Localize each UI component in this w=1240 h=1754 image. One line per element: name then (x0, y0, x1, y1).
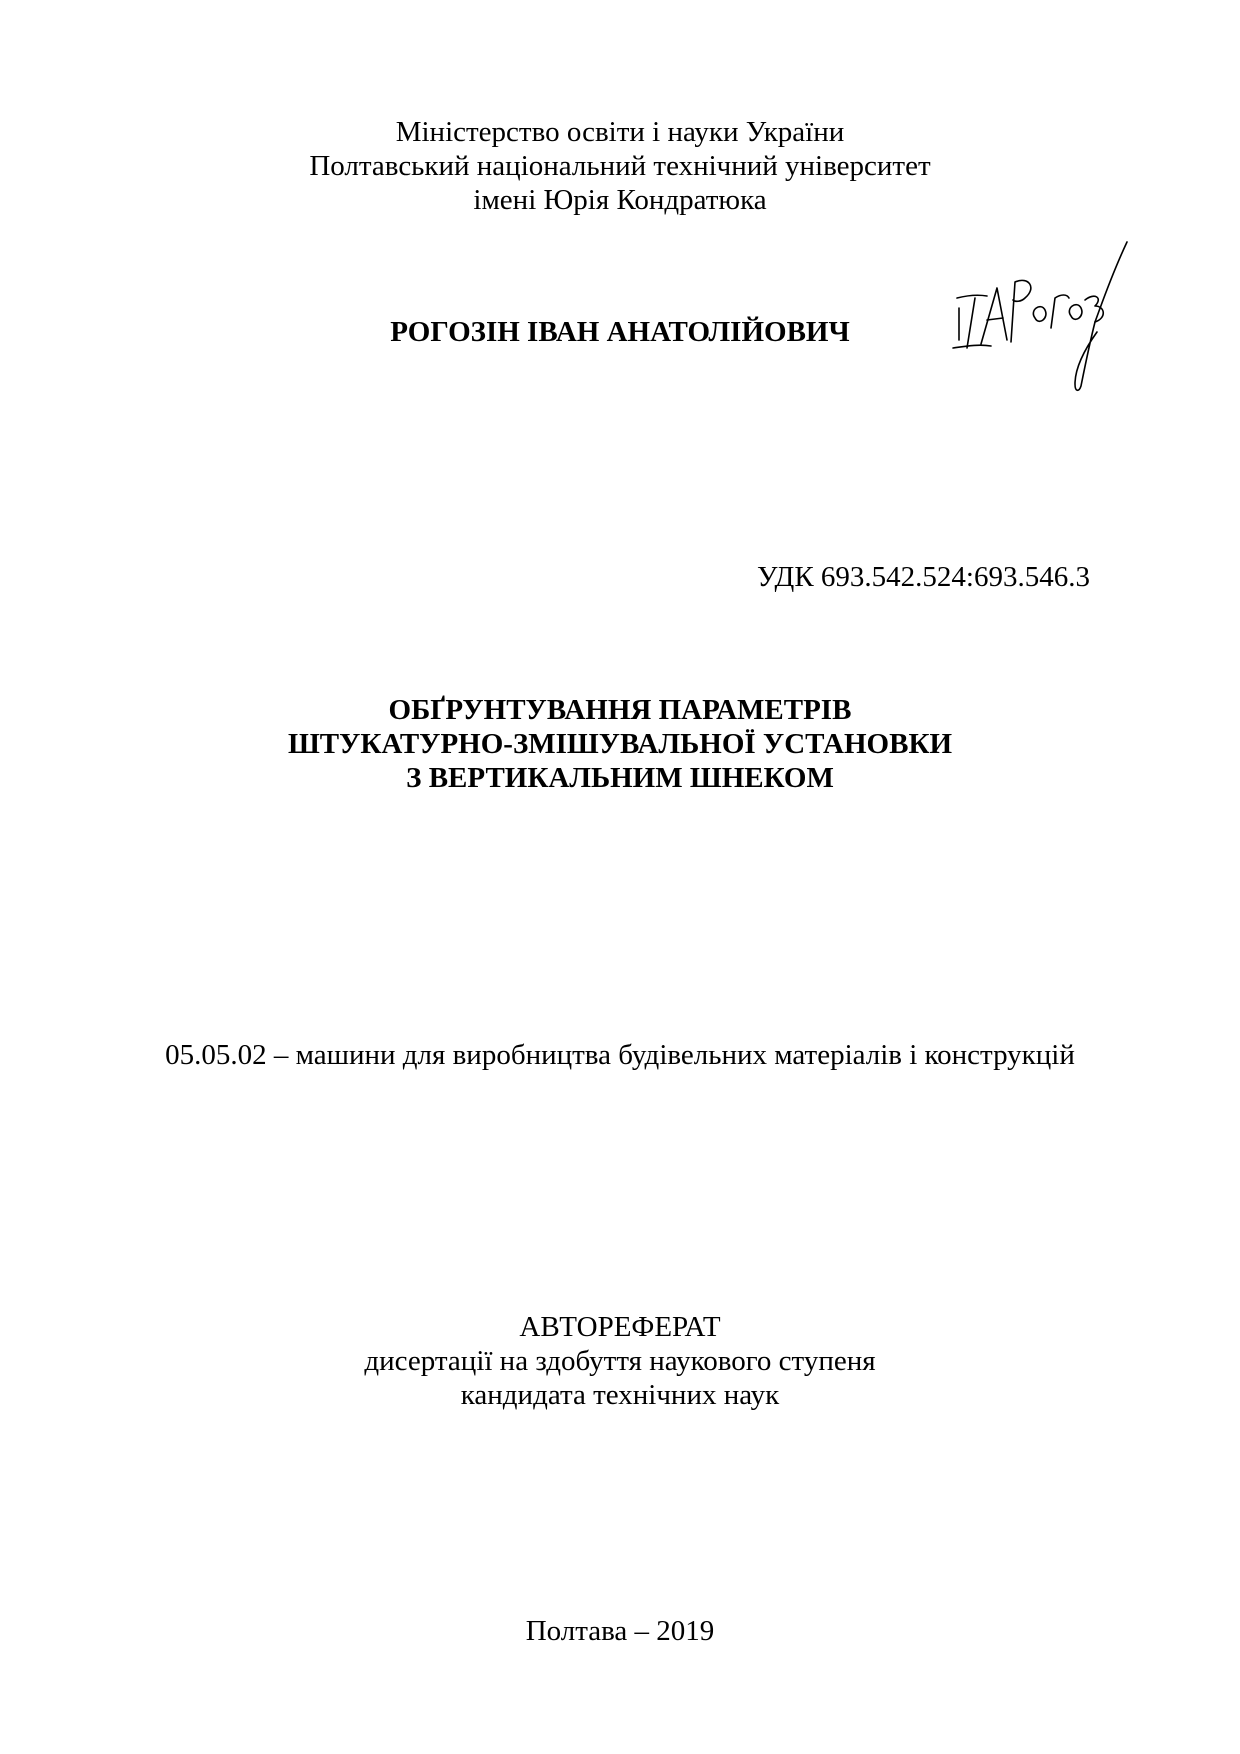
abstract-line-2: кандидата технічних наук (460, 1379, 780, 1411)
university-name-line: імені Юрія Кондратюка (473, 184, 767, 216)
title-line-2: ШТУКАТУРНО-ЗМІШУВАЛЬНОЇ УСТАНОВКИ (287, 728, 953, 760)
abstract-line-1: дисертації на здобуття наукового ступеня (364, 1345, 876, 1377)
udc-code: УДК 693.542.524:693.546.3 (756, 561, 1090, 593)
title-line-3: З ВЕРТИКАЛЬНИМ ШНЕКОМ (406, 762, 834, 794)
title-line-1: ОБҐРУНТУВАННЯ ПАРАМЕТРІВ (388, 694, 852, 726)
author-name: РОГОЗІН ІВАН АНАТОЛІЙОВИЧ (390, 316, 850, 348)
ministry-line: Міністерство освіти і науки України (395, 116, 845, 148)
abstract-type: АВТОРЕФЕРАТ (519, 1311, 721, 1343)
specialty-line: 05.05.02 – машини для виробництва будівельних матеріалів і конструкцій (165, 1039, 1075, 1071)
place-year: Полтава – 2019 (525, 1615, 715, 1647)
university-line: Полтавський національний технічний університет (309, 150, 931, 182)
